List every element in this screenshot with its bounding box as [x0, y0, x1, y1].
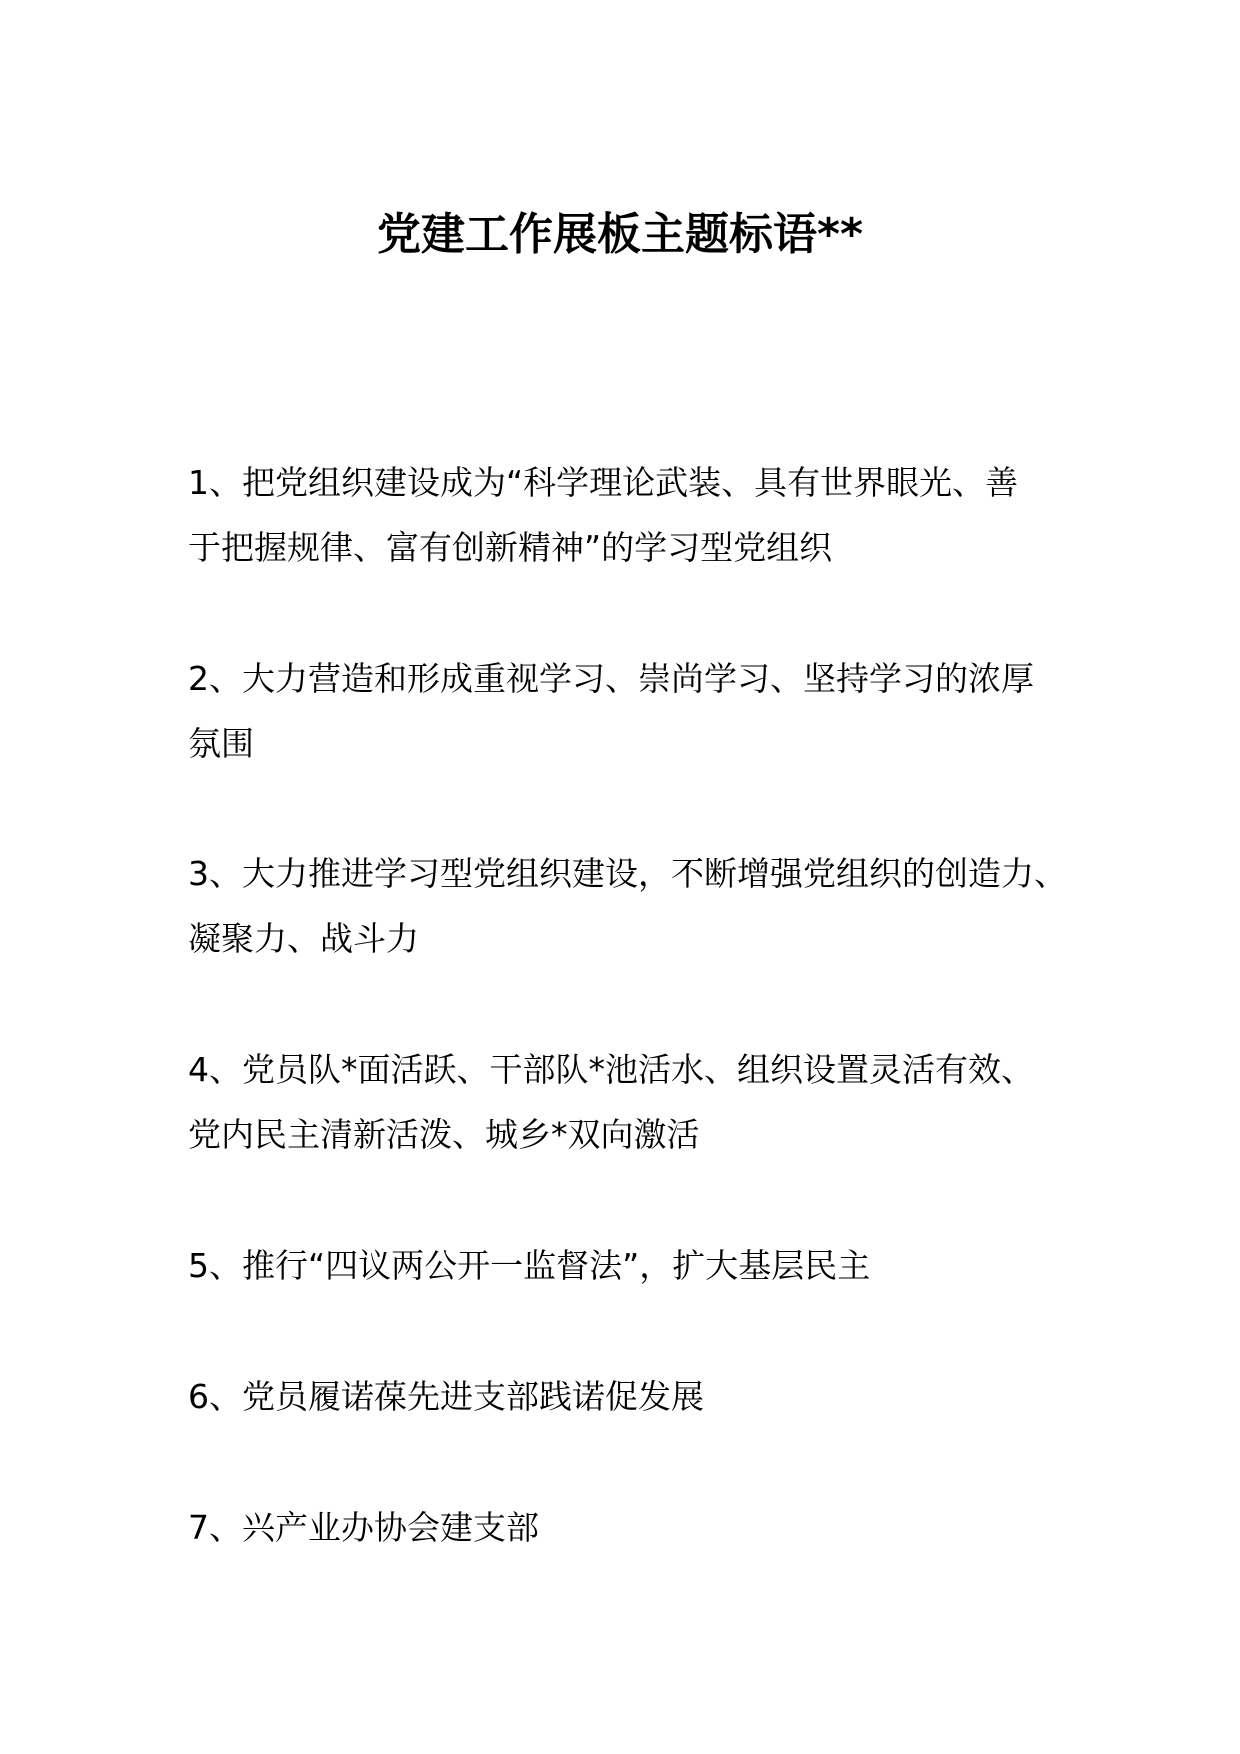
slogan-item-3-line-2: 凝聚力、战斗力 [188, 919, 419, 958]
slogan-item-5 [188, 1233, 1088, 1298]
slogan-item-1-line-1: 1、把党组织建设成为“科学理论武装、具有世界眼光、善 [188, 463, 1019, 502]
slogan-item-5-line-1: 5、推行“四议两公开一监督法”，扩大基层民主 [188, 1246, 871, 1285]
slogan-item-3-line-1: 3、大力推进学习型党组织建设，不断增强党组织的创造力、 [188, 854, 1067, 893]
slogan-item-2-line-1: 2、大力营造和形成重视学习、崇尚学习、坚持学习的浓厚 [188, 659, 1034, 698]
slogan-item-4-line-2: 党内民主清新活泼、城乡*双向激活 [188, 1115, 700, 1154]
slogan-item-6-line-1: 6、党员履诺葆先进支部践诺促发展 [188, 1377, 704, 1416]
slogan-item-6 [188, 1364, 1088, 1429]
slogan-item-4 [188, 1037, 1088, 1167]
slogan-item-7 [188, 1495, 1088, 1560]
slogan-item-2-line-2: 氛围 [188, 724, 254, 763]
slogan-item-1-line-2: 于把握规律、富有创新精神”的学习型党组织 [188, 528, 833, 567]
slogan-item-4-line-1: 4、党员队*面活跃、干部队*池活水、组织设置灵活有效、 [188, 1050, 1034, 1089]
slogan-item-1 [188, 450, 1088, 580]
slogan-item-2 [188, 646, 1088, 776]
slogan-item-3 [188, 841, 1088, 971]
document-title: 党建工作展板主题标语** [376, 209, 864, 260]
slogan-item-7-line-1: 7、兴产业办协会建支部 [188, 1508, 539, 1547]
